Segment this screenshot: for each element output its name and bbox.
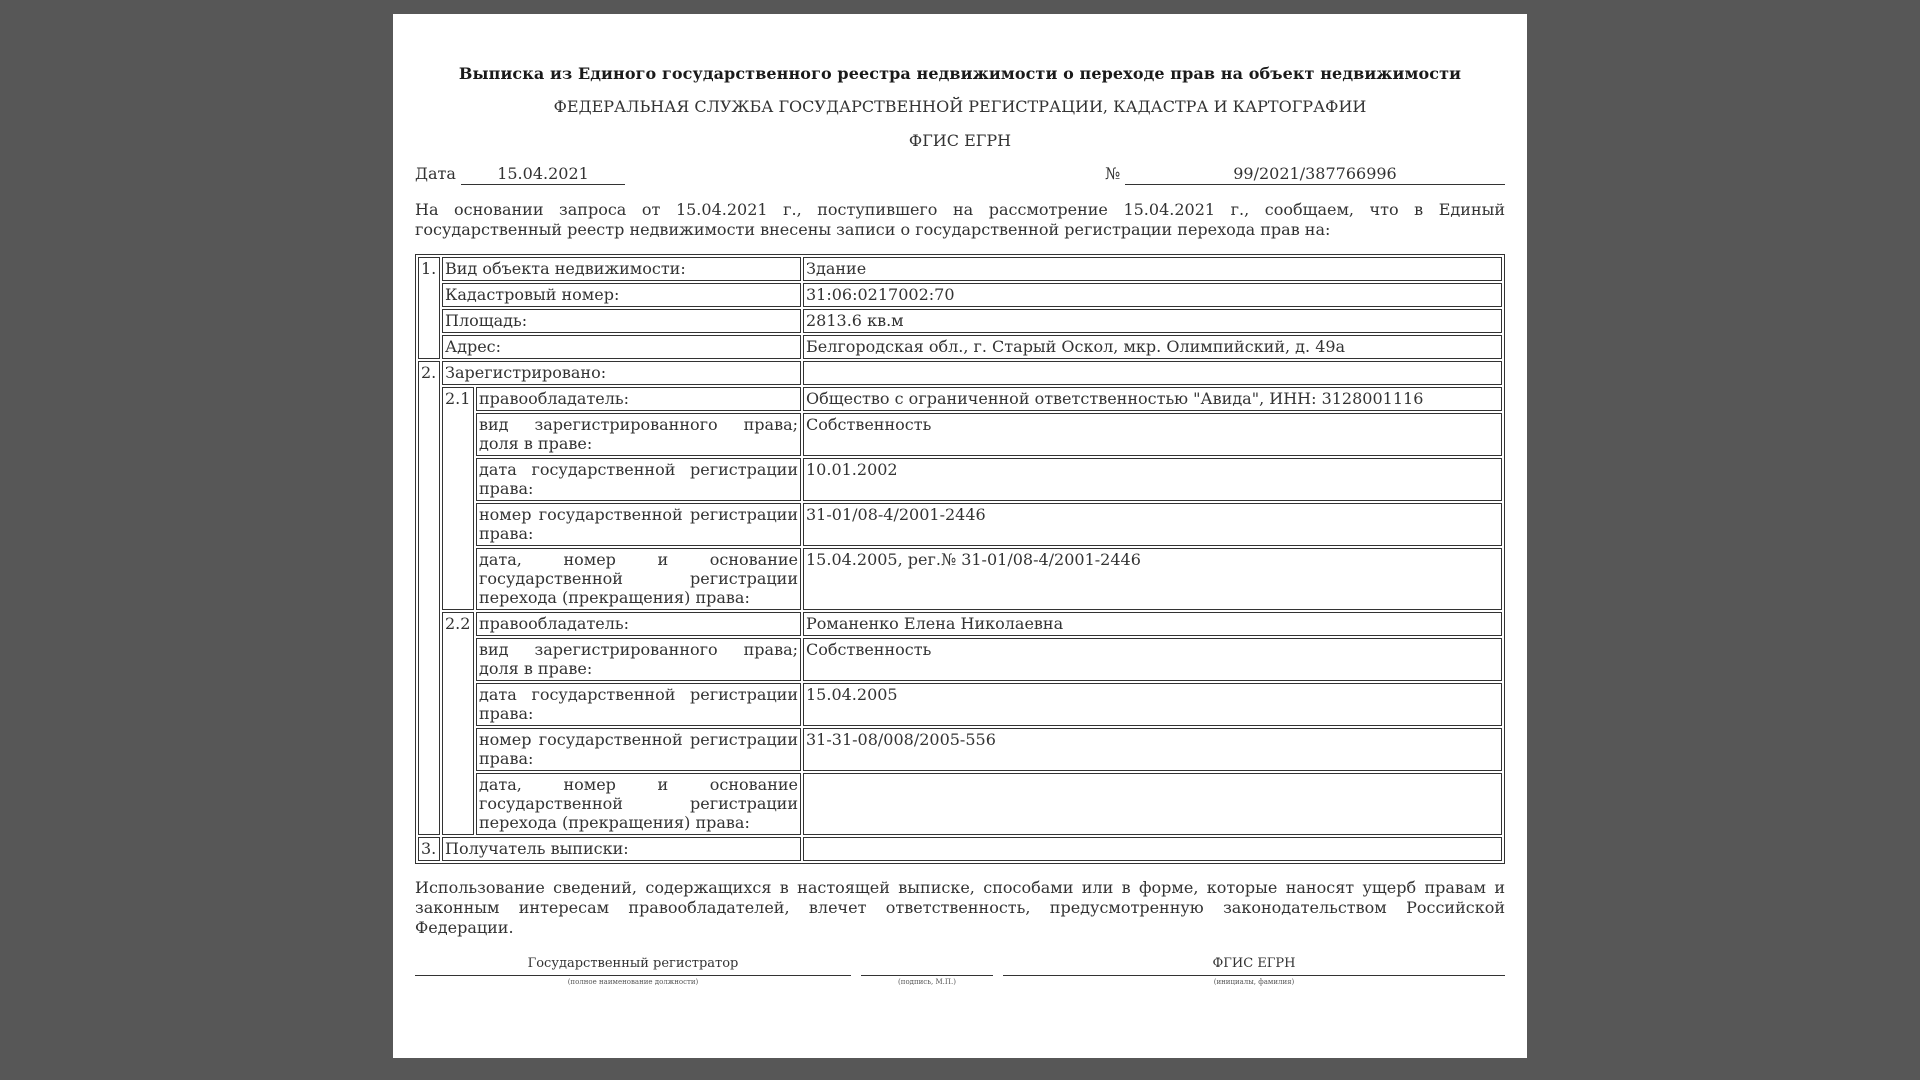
document-page [393, 14, 1527, 1058]
reg-number-label: номер государственной регистрации права: [476, 728, 801, 771]
reg-date-label: дата государственной регистрации права: [476, 458, 801, 501]
table-row [418, 503, 1502, 546]
transfer-label: дата, номер и основание государственной регистрации перехода (прекращения) права: [476, 548, 801, 610]
intro-paragraph: На основании запроса от 15.04.2021 г., поступившего на рассмотрение 15.04.2021 г., сообщаем, что в Единый государственный реестр недвижимости внесены записи о государственной регистрации перехода прав на: [415, 200, 1505, 239]
extract-table [415, 254, 1505, 864]
registrar-name: ФГИС ЕГРН [1003, 956, 1505, 976]
right-type-label: вид зарегистрированного права; доля в праве: [476, 413, 801, 456]
document-title: Выписка из Единого государственного реестра недвижимости о переходе прав на объект недвижимости [458, 64, 1462, 83]
reg-date-label: дата государственной регистрации права: [476, 683, 801, 726]
table-row [418, 728, 1502, 771]
registered-value [803, 361, 1502, 385]
table-row [418, 458, 1502, 501]
table-row [418, 683, 1502, 726]
table-row [418, 387, 1502, 411]
subsection-number: 2.2 [442, 612, 474, 835]
table-row [418, 612, 1502, 636]
section-number: 2. [418, 361, 440, 835]
table-row [418, 638, 1502, 681]
table-row [418, 837, 1502, 861]
registrar-position: Государственный регистратор [415, 956, 851, 976]
address-label: Адрес: [442, 335, 801, 359]
reg-number-value: 31-31-08/008/2005-556 [803, 728, 1502, 771]
address-value: Белгородская обл., г. Старый Оскол, мкр. Олимпийский, д. 49а [803, 335, 1502, 359]
reg-number-label: номер государственной регистрации права: [476, 503, 801, 546]
reg-date-value: 15.04.2005 [803, 683, 1502, 726]
table-row [418, 773, 1502, 835]
table-row [418, 257, 1502, 281]
holder-label: правообладатель: [476, 612, 801, 636]
document-meta [415, 164, 1505, 188]
section-number: 1. [418, 257, 440, 359]
right-type-value: Собственность [803, 638, 1502, 681]
right-type-value: Собственность [803, 413, 1502, 456]
signature-block [415, 956, 1505, 996]
holder-value: Общество с ограниченной ответственностью "Авида", ИНН: 3128001116 [803, 387, 1502, 411]
cadastral-value: 31:06:0217002:70 [803, 283, 1502, 307]
area-value: 2813.6 кв.м [803, 309, 1502, 333]
number-value: 99/2021/387766996 [1125, 164, 1505, 185]
table-row [418, 309, 1502, 333]
number-label: № [1105, 164, 1121, 183]
object-type-value: Здание [803, 257, 1502, 281]
signature-line [861, 956, 993, 976]
table-row [418, 361, 1502, 385]
table-row [418, 548, 1502, 610]
area-label: Площадь: [442, 309, 801, 333]
transfer-label: дата, номер и основание государственной регистрации перехода (прекращения) права: [476, 773, 801, 835]
transfer-value: 15.04.2005, рег.№ 31-01/08-4/2001-2446 [803, 548, 1502, 610]
liability-notice: Использование сведений, содержащихся в настоящей выписке, способами или в форме, которые наносят ущерб правам и законным интересам правообладателей, влечет ответственность, предусмотренную законодательством Российской Федерации. [415, 878, 1505, 937]
reg-number-value: 31-01/08-4/2001-2446 [803, 503, 1502, 546]
table-row [418, 335, 1502, 359]
cadastral-label: Кадастровый номер: [442, 283, 801, 307]
transfer-value [803, 773, 1502, 835]
recipient-label: Получатель выписки: [442, 837, 801, 861]
system-name: ФГИС ЕГРН [908, 131, 1012, 150]
holder-label: правообладатель: [476, 387, 801, 411]
table-row [418, 413, 1502, 456]
holder-value: Романенко Елена Николаевна [803, 612, 1502, 636]
agency-name: ФЕДЕРАЛЬНАЯ СЛУЖБА ГОСУДАРСТВЕННОЙ РЕГИСТРАЦИИ, КАДАСТРА И КАРТОГРАФИИ [553, 97, 1367, 116]
registered-label: Зарегистрировано: [442, 361, 801, 385]
recipient-value [803, 837, 1502, 861]
signature-caption: (подпись, М.П.) [898, 978, 956, 986]
date-label: Дата [415, 164, 456, 183]
table-row [418, 283, 1502, 307]
reg-date-value: 10.01.2002 [803, 458, 1502, 501]
section-number: 3. [418, 837, 440, 861]
position-caption: (полное наименование должности) [567, 978, 699, 986]
object-type-label: Вид объекта недвижимости: [442, 257, 801, 281]
date-value: 15.04.2021 [461, 164, 625, 185]
right-type-label: вид зарегистрированного права; доля в праве: [476, 638, 801, 681]
subsection-number: 2.1 [442, 387, 474, 610]
name-caption: (инициалы, фамилия) [1213, 978, 1295, 986]
